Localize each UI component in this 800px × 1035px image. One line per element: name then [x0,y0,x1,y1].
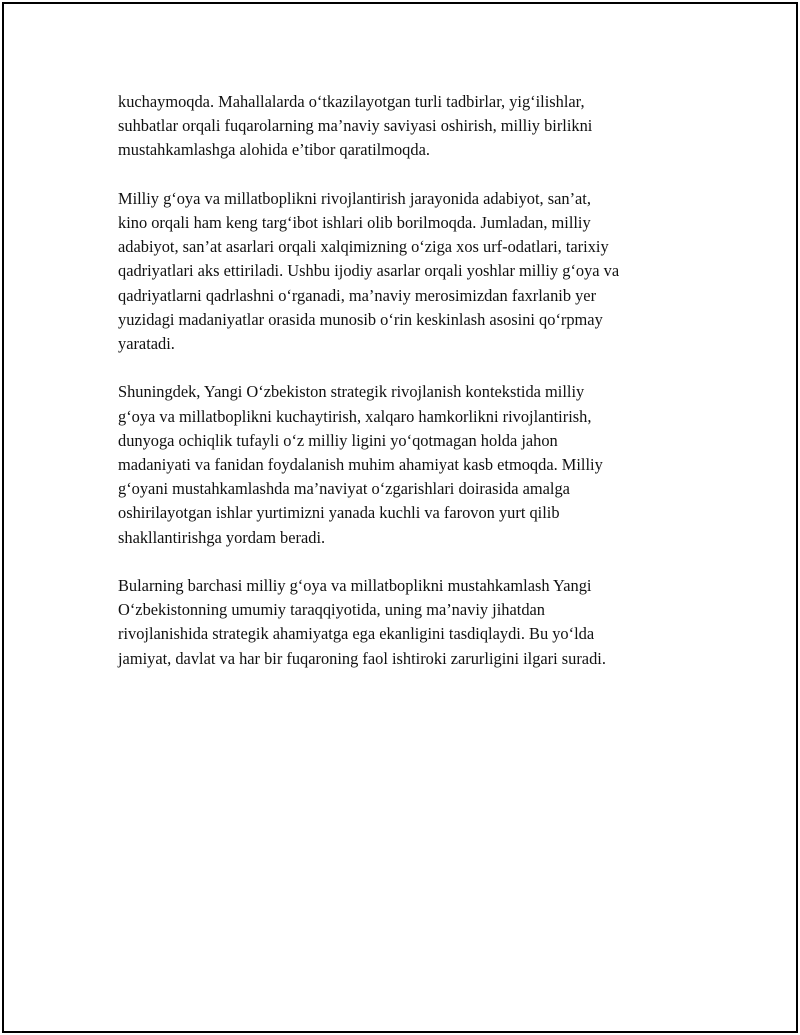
paragraph-1 [118,90,708,163]
paragraph-4 [118,574,708,671]
text-line: g‘oyani mustahkamlashda ma’naviyat o‘zgarishlari doirasida amalga [118,479,570,499]
text-line: yuzidagi madaniyatlar orasida munosib o‘rin keskinlash asosini qo‘rpmay [118,309,603,329]
text-line: madaniyati va fanidan foydalanish muhim ahamiyat kasb etmoqda. Milliy [118,455,603,475]
text-line: suhbatlar orqali fuqarolarning ma’naviy saviyasi oshirish, milliy birlikni [118,116,593,136]
text-line: Shuningdek, Yangi O‘zbekiston strategik rivojlanish kontekstida milliy [118,382,585,402]
text-line: shakllantirishga yordam beradi. [118,527,326,547]
text-line: adabiyot, san’at asarlari orqali xalqimizning o‘ziga xos urf-odatlari, tarixiy [118,237,609,257]
text-line: oshirilayotgan ishlar yurtimizni yanada kuchli va farovon yurt qilib [118,503,560,523]
text-line: dunyoga ochiqlik tufayli o‘z milliy ligini yo‘qotmagan holda jahon [118,430,558,450]
text-line: jamiyat, davlat va har bir fuqaroning faol ishtiroki zarurligini ilgari suradi. [118,648,606,668]
text-line: Bularning barchasi milliy g‘oya va millatboplikni mustahkamlash Yangi [118,576,592,596]
text-line: rivojlanishida strategik ahamiyatga ega ekanligini tasdiqlaydi. Bu yo‘lda [118,624,595,644]
text-line: g‘oya va millatboplikni kuchaytirish, xalqaro hamkorlikni rivojlantirish, [118,406,592,426]
text-line: kino orqali ham keng targ‘ibot ishlari olib borilmoqda. Jumladan, milliy [118,213,591,232]
text-line: O‘zbekistonning umumiy taraqqiyotida, uning ma’naviy jihatdan [118,600,545,620]
text-line: mustahkamlashga alohida e’tibor qaratilmoqda. [118,140,430,160]
paragraph-3 [118,380,708,549]
text-line: kuchaymoqda. Mahallalarda o‘tkazilayotgan turli tadbirlar, yig‘ilishlar, [118,92,585,111]
text-line: qadriyatlarni qadrlashni o‘rganadi, ma’naviy merosimizdan faxrlanib yer [118,285,597,305]
text-line: yaratadi. [118,334,175,354]
text-line: Milliy g‘oya va millatboplikni rivojlantirish jarayonida adabiyot, san’at, [118,188,591,208]
document-body [118,90,708,695]
text-line: qadriyatlari aks ettiriladi. Ushbu ijodiy asarlar orqali yoshlar milliy g‘oya va [118,261,620,281]
paragraph-2 [118,187,708,356]
